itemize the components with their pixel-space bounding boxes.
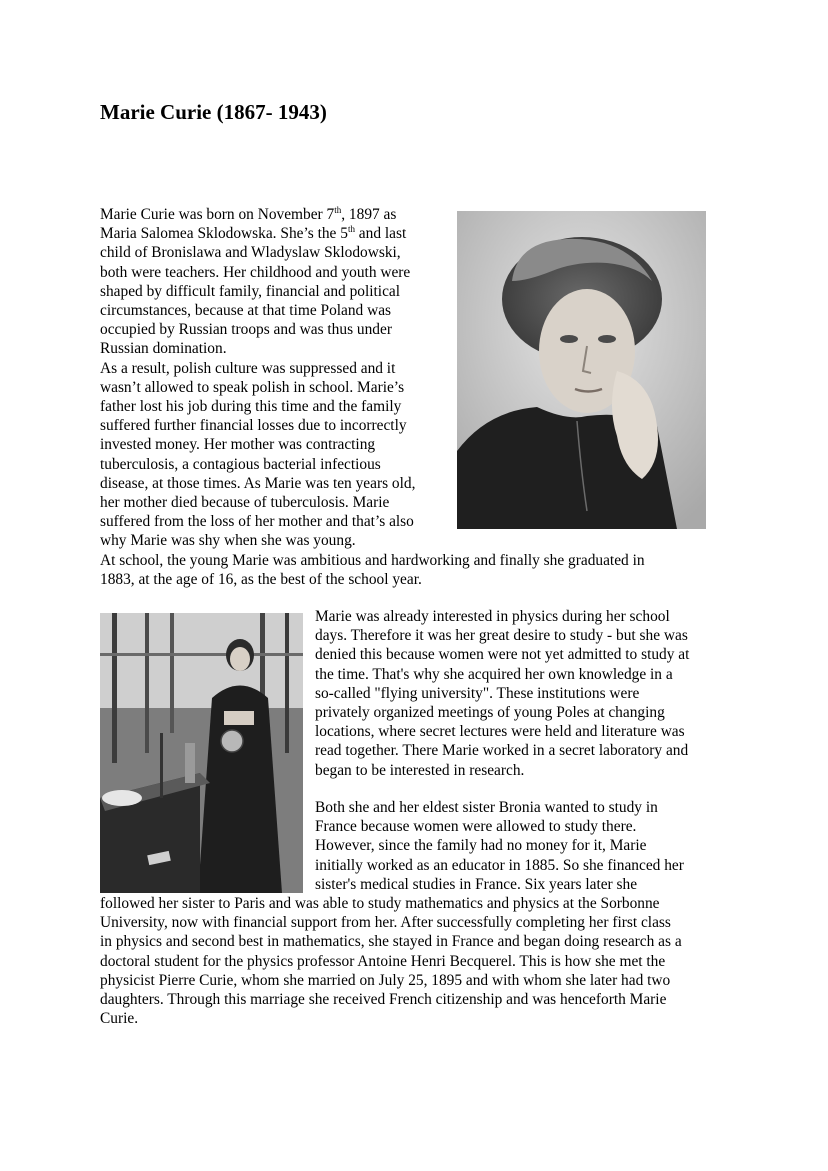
text-line: 1883, at the age of 16, as the best of the school year. — [100, 570, 422, 588]
text-line: shaped by difficult family, financial and political — [100, 282, 401, 300]
text-line: denied this because women were not yet admitted to study at — [315, 646, 690, 664]
page-title: Marie Curie (1867- 1943) — [100, 100, 327, 124]
text-line: father lost his job during this time and the family — [100, 398, 402, 416]
text-line: Maria Salomea Sklodowska. She’s the 5th and last — [100, 224, 407, 243]
laboratory-photo — [100, 613, 303, 893]
text-line: Curie. — [100, 1010, 139, 1028]
text-line: child of Bronislawa and Wladyslaw Sklodowski, — [100, 244, 401, 262]
text-line: followed her sister to Paris and was able to study mathematics and physics at the Sorbonne — [100, 895, 660, 912]
text-line: occupied by Russian troops and was thus under — [100, 321, 392, 339]
text-line: However, since the family had no money for it, Marie — [315, 837, 647, 855]
text-line: in physics and second best in mathematics, she stayed in France and began doing research as a — [100, 933, 682, 951]
text-line: sister's medical studies in France. Six years later she — [315, 875, 638, 893]
text-line: the time. That's why she acquired her own knowledge in a — [315, 665, 673, 683]
text-line: At school, the young Marie was ambitious and hardworking and finally she graduated in — [100, 551, 645, 569]
text-line: suffered further financial losses due to incorrectly — [100, 417, 407, 435]
text-line: France because women were allowed to study there. — [315, 818, 637, 836]
text-line: physicist Pierre Curie, whom she married on July 25, 1895 and with whom she later had two — [100, 971, 671, 989]
text-line: so-called "flying university". These institutions were — [315, 684, 640, 702]
text-line: days. Therefore it was her great desire to study - but she was — [315, 627, 688, 645]
text-line: Marie Curie was born on November 7th, 1897 as — [100, 204, 397, 223]
text-line: disease, at those times. As Marie was ten years old, — [100, 474, 416, 492]
paragraph-flying-university — [315, 607, 689, 780]
text-line: began to be interested in research. — [315, 761, 525, 779]
text-line: As a result, polish culture was suppressed and it — [100, 359, 396, 377]
paragraph-studies-paris — [315, 798, 684, 894]
text-line: Marie was already interested in physics during her school — [315, 608, 670, 625]
text-line: both were teachers. Her childhood and youth were — [100, 263, 411, 281]
text-line: why Marie was shy when she was young. — [100, 532, 356, 550]
laboratory-photo-image — [100, 613, 303, 893]
text-line: tuberculosis, a contagious bacterial infectious — [100, 455, 381, 473]
text-line: University, now with financial support from her. After successfully completing her first class — [100, 914, 671, 932]
text-line: locations, where secret lectures were held and literature was — [315, 723, 685, 741]
text-line: her mother died because of tuberculosis. Marie — [100, 494, 390, 512]
text-line: privately organized meetings of young Poles at changing — [315, 704, 665, 722]
text-line: suffered from the loss of her mother and that’s also — [100, 513, 414, 531]
text-line: daughters. Through this marriage she received French citizenship and was henceforth Marie — [100, 991, 667, 1009]
text-line: circumstances, because at that time Poland was — [100, 302, 392, 320]
text-line: Both she and her eldest sister Bronia wanted to study in — [315, 799, 658, 816]
text-line: wasn’t allowed to speak polish in school. Marie’s — [100, 378, 405, 396]
paragraph-studies-paris-continued — [100, 894, 682, 1028]
text-line: doctoral student for the physics professor Antoine Henri Becquerel. This is how she met the — [100, 952, 666, 970]
text-line: Russian domination. — [100, 340, 227, 358]
text-line: read together. There Marie worked in a secret laboratory and — [315, 742, 689, 760]
portrait-photo-image — [457, 211, 706, 529]
portrait-photo — [457, 211, 706, 529]
text-line: invested money. Her mother was contracting — [100, 436, 376, 454]
text-line: initially worked as an educator in 1885. So she financed her — [315, 856, 684, 874]
